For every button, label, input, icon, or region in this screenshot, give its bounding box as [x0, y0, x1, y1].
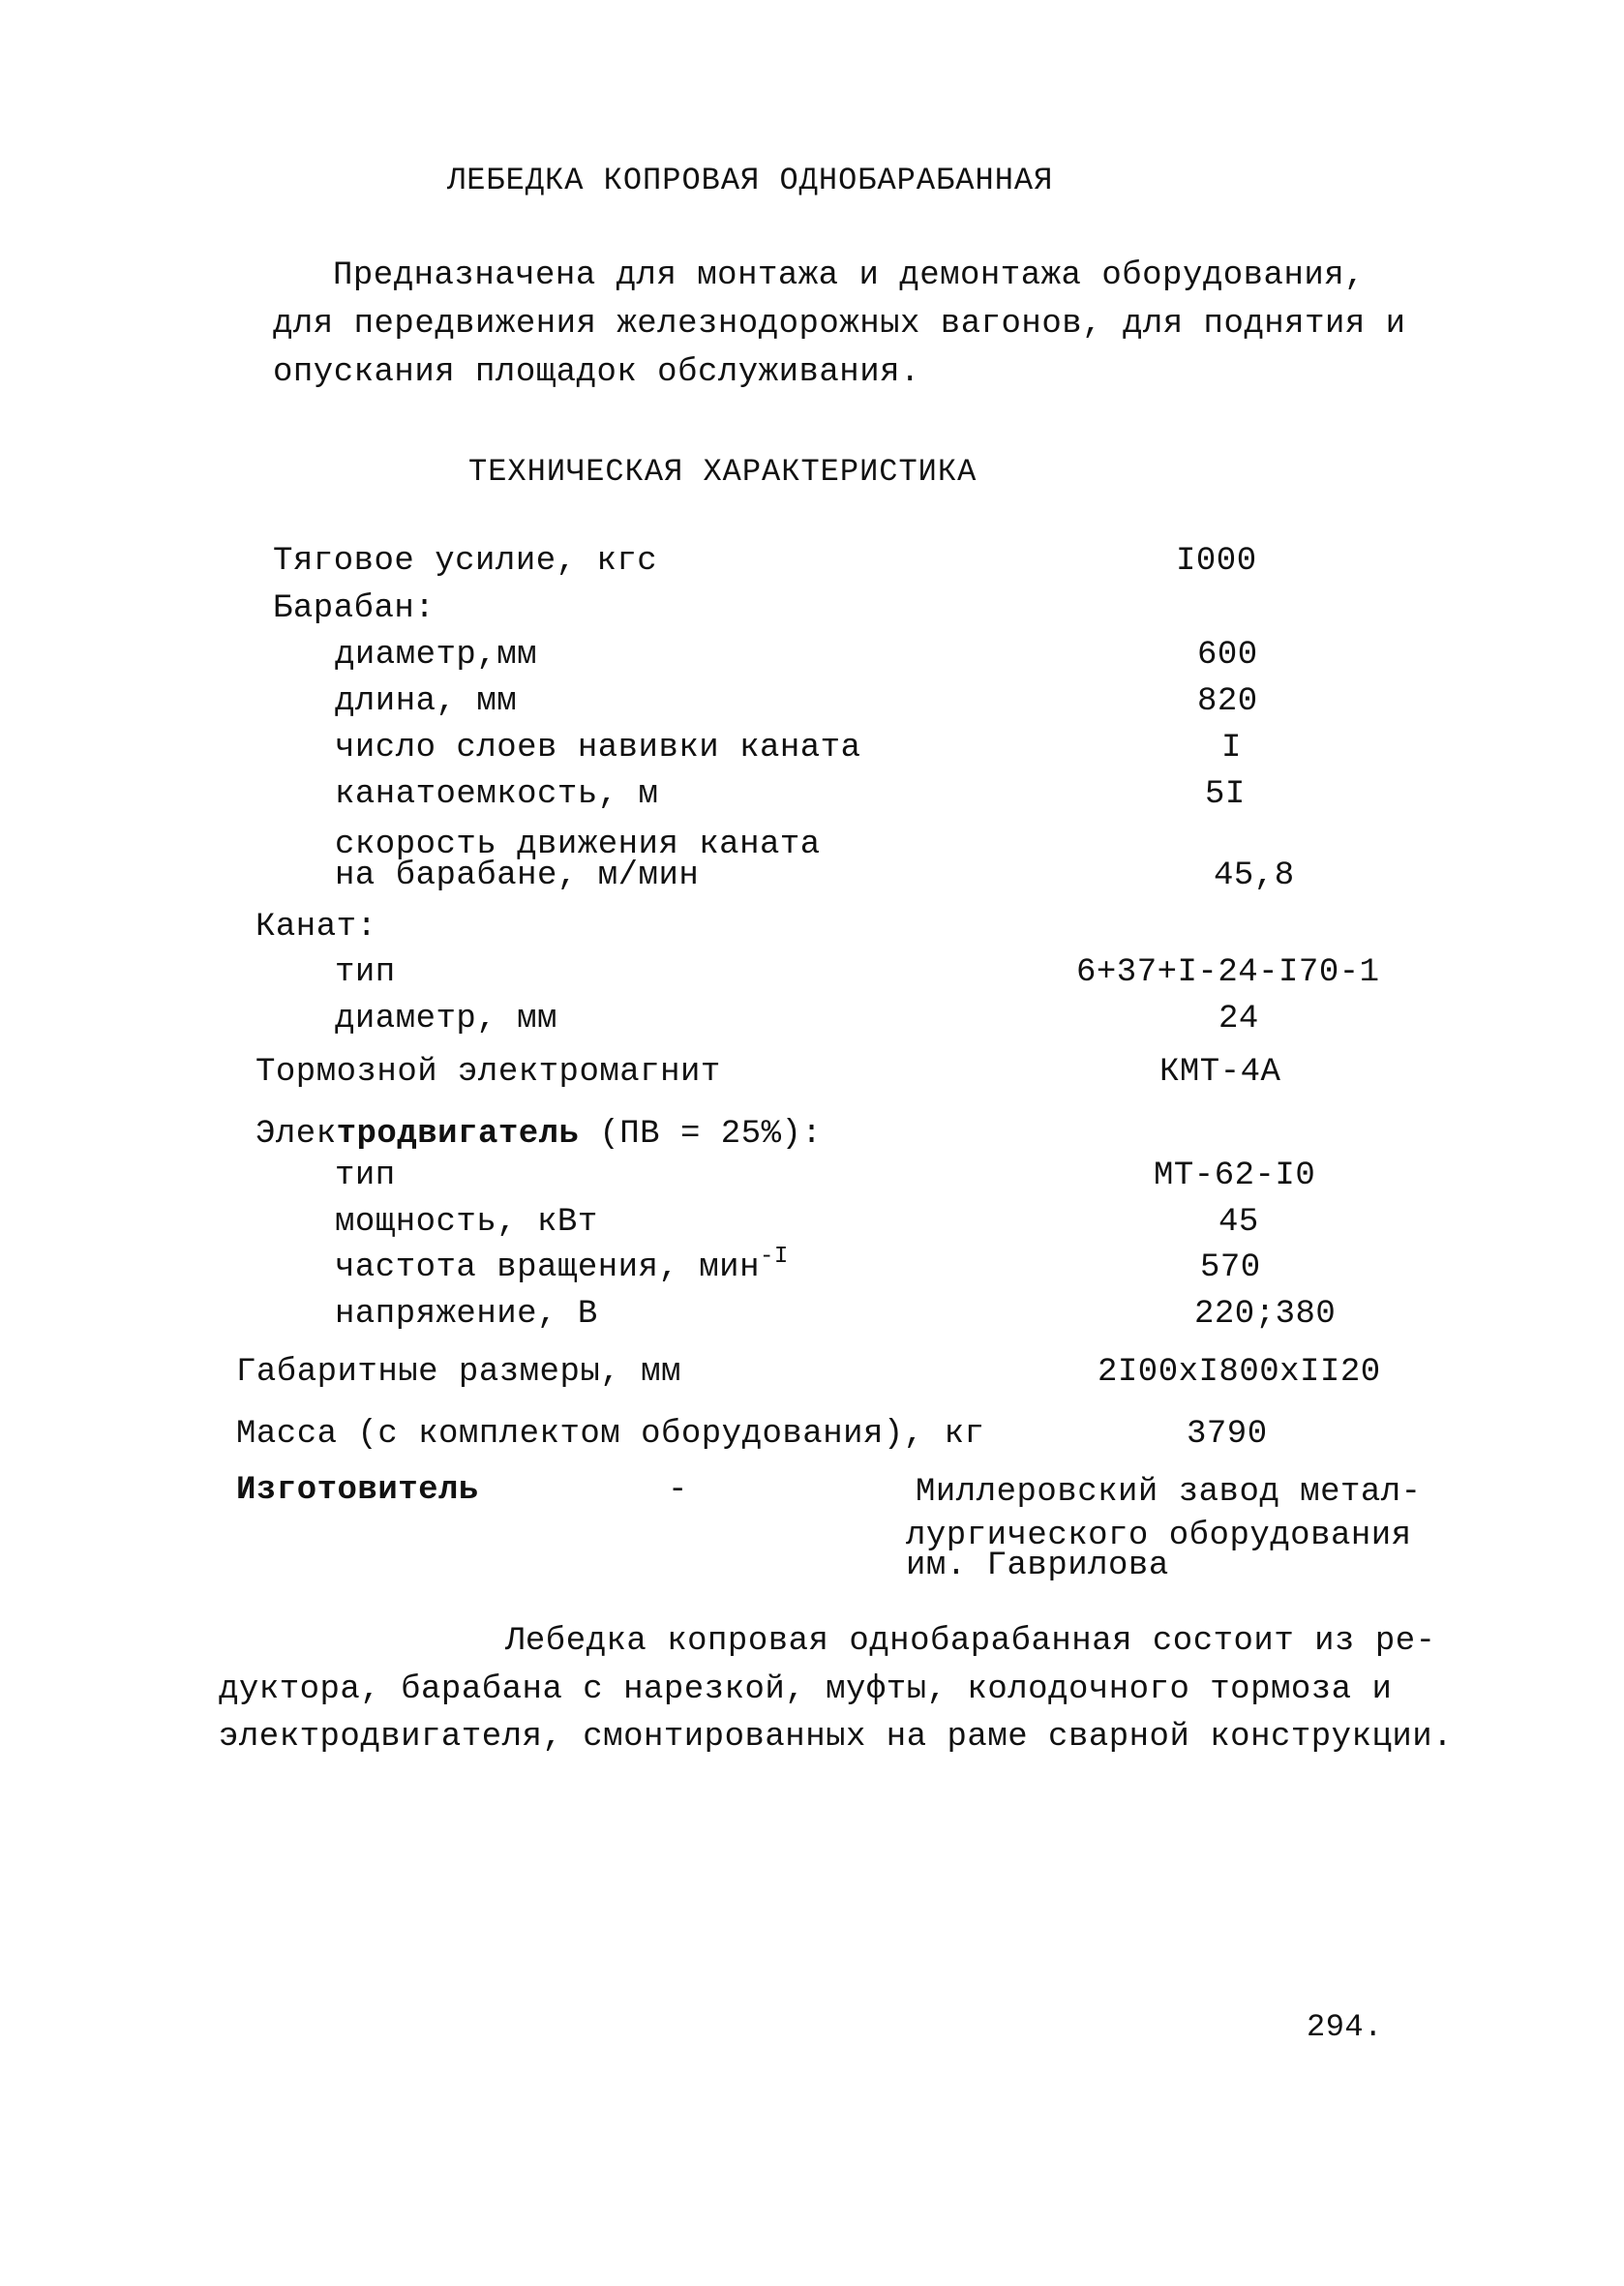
purpose-line-1: Предназначена для монтажа и демонтажа оборудования,: [333, 257, 1366, 294]
document-title: ЛЕБЕДКА КОПРОВАЯ ОДНОБАРАБАННАЯ: [447, 163, 1054, 198]
motor-voltage-label: напряжение, В: [335, 1296, 598, 1333]
drum-diameter-value: 600: [1197, 637, 1258, 674]
description-line-3: электродвигателя, смонтированных на раме сварной конструкции.: [219, 1719, 1454, 1756]
manufacturer-value-2: лургического оборудования: [906, 1518, 1412, 1554]
rope-diameter-value: 24: [1218, 1001, 1259, 1038]
drum-layers-label: число слоев навивки каната: [335, 730, 861, 767]
description-line-2: дуктора, барабана с нарезкой, муфты, колодочного тормоза и: [219, 1671, 1393, 1708]
drum-layers-value: I: [1221, 730, 1242, 767]
motor-rpm-value: 570: [1200, 1249, 1261, 1286]
motor-power-label: мощность, кВт: [335, 1204, 598, 1241]
motor-type-value: МТ-62-I0: [1154, 1158, 1316, 1194]
manufacturer-value-1: Миллеровский завод метал-: [916, 1474, 1422, 1511]
rope-type-value: 6+37+I-24-I70-1: [1076, 954, 1380, 991]
motor-heading-prefix: Элек: [256, 1116, 337, 1153]
spec-title: ТЕХНИЧЕСКАЯ ХАРАКТЕРИСТИКА: [468, 454, 977, 490]
description-line-1: Лебедка копровая однобарабанная состоит из ре-: [505, 1623, 1436, 1660]
manufacturer-value-3: им. Гаврилова: [906, 1548, 1169, 1584]
motor-voltage-value: 220;380: [1194, 1296, 1337, 1333]
dimensions-value: 2I00xI800xII20: [1098, 1354, 1381, 1391]
drum-length-value: 820: [1197, 683, 1258, 720]
purpose-line-3: опускания площадок обслуживания.: [273, 354, 920, 391]
rope-heading: Канат:: [256, 909, 377, 946]
drum-capacity-value: 5I: [1205, 776, 1246, 813]
purpose-line-2: для передвижения железнодорожных вагонов, для поднятия и: [273, 306, 1406, 343]
motor-rpm-label-sup: -I: [759, 1244, 789, 1270]
motor-power-value: 45: [1218, 1204, 1259, 1241]
brake-label: Тормозной электромагнит: [256, 1054, 721, 1091]
motor-heading: [256, 1115, 822, 1154]
manufacturer-label: Изготовитель: [236, 1472, 479, 1509]
drum-speed-value: 45,8: [1214, 857, 1295, 894]
brake-value: КМТ-4А: [1159, 1054, 1281, 1091]
motor-rpm-label-text: частота вращения, мин: [335, 1249, 760, 1286]
motor-heading-bold: тродвигатель: [336, 1116, 580, 1153]
mass-value: 3790: [1187, 1416, 1268, 1453]
manufacturer-dash: -: [668, 1472, 688, 1509]
drum-speed-label-2: на барабане, м/мин: [335, 857, 700, 894]
drum-diameter-label: диаметр,мм: [335, 637, 538, 674]
motor-type-label: тип: [335, 1158, 396, 1194]
page-number: 294.: [1307, 2009, 1383, 2045]
rope-type-label: тип: [335, 954, 396, 991]
traction-value: I000: [1176, 543, 1257, 580]
rope-diameter-label: диаметр, мм: [335, 1001, 557, 1038]
motor-heading-suffix: (ПВ = 25%):: [579, 1116, 823, 1153]
drum-length-label: длина, мм: [335, 683, 518, 720]
dimensions-label: Габаритные размеры, мм: [236, 1354, 681, 1391]
mass-label: Масса (с комплектом оборудования), кг: [236, 1416, 985, 1453]
drum-heading: Барабан:: [273, 590, 436, 627]
motor-rpm-label: [335, 1244, 789, 1287]
traction-label: Тяговое усилие, кгс: [273, 543, 658, 580]
drum-speed-label-1: скорость движения каната: [335, 827, 821, 863]
drum-capacity-label: канатоемкость, м: [335, 776, 659, 813]
